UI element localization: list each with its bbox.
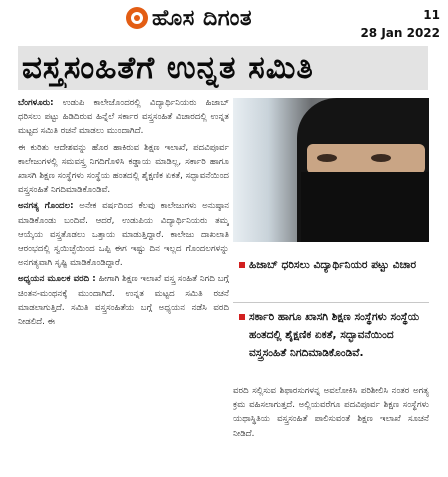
paragraph-3-text: ಅನೇಕ ವರ್ಷದಿಂದ ಕೆಲವು ಕಾಲೇಜುಗಳು ಅನುಷ್ಠಾನ ಮಾಡಿಕೊಂಡು ಬಂದಿವೆ. ಆದರೆ, ಉಡುಪಿಯ ವಿದ್ಯಾರ್ಥಿನಿಯರು ತಮ್ಮ ಆಯ್ಕೆಯ ವಸ್ತ್ರತೊಡಲು ಒತ್ತಾಯ ಮಾಡುತ್ತಿದ್ದಾರೆ. ಕಾಲೇಜು ದಾಖಲಾತಿ ಆರಂಭದಲ್ಲಿ ಸ್ವಯಿಚ್ಛೆಯಿಂದ ಒಪ್ಪಿ ಈಗ ಇಷ್ಟು ದಿನ ಇಲ್ಲದ ಗೊಂದಲಗಳನ್ನು ಅನಗತ್ಯವಾಗಿ ಸೃಷ್ಟಿ ಮಾಡಿಕೊಂಡಿದ್ದಾರೆ.	[18, 201, 229, 269]
issue-date: 28 Jan 2022	[360, 26, 440, 40]
paragraph-1-text: ಉಡುಪಿ ಕಾಲೇಜೊಂದರಲ್ಲಿ ವಿದ್ಯಾರ್ಥಿನಿಯರು ಹಿಜಾಬ್ ಧರಿಸಲು ಪಟ್ಟು ಹಿಡಿದಿರುವ ಹಿನ್ನೆಲೆ ಸರ್ಕಾರ ವಸ್ತ್ರಸಂಹಿತೆ ವಿಚಾರದಲ್ಲಿ ಉನ್ನತ ಮಟ್ಟದ ಸಮಿತಿ ರಚನೆ ಮಾಡಲು ಮುಂದಾಗಿದೆ.	[18, 98, 229, 137]
callout-text: ಹಿಜಾಬ್ ಧರಿಸಲು ವಿದ್ಯಾರ್ಥಿನಿಯರ ಪಟ್ಟು ವಿಚಾರ	[249, 259, 417, 271]
subhead-2: ಅಧ್ಯಯನ ಮೂಲಕ ವರದಿ :	[18, 274, 96, 285]
page-number: 11	[423, 8, 440, 22]
paragraph-4	[18, 272, 229, 329]
hijab-photo	[233, 98, 429, 242]
headline: ವಸ್ತ್ರಸಂಹಿತೆಗೆ ಉನ್ನತ ಸಮಿತಿ	[22, 50, 314, 86]
article-body	[18, 96, 229, 474]
dateline: ಬೆಂಗಳೂರು:	[18, 98, 54, 108]
paragraph-1	[18, 96, 229, 139]
sun-logo-icon	[126, 7, 148, 29]
article-continuation: ವರದಿ ಸಲ್ಲಿಸುವ ಶಿಫಾರಸುಗಳನ್ನ ಅವಲೋಕಿಸಿ ಪರಿಶೀಲಿಸಿ ನಂತರ ಅಗತ್ಯ ಕ್ರಮ ವಹಿಸಲಾಗುತ್ತದೆ. ಅಲ್ಲಿಯವರೆಗೂ ಪದವಿಪೂರ್ವ ಶಿಕ್ಷಣ ಸಂಸ್ಥೆಗಳು ಯಥಾಸ್ಥಿತಿಯ ವಸ್ತ್ರಸಂಹಿತೆ ಪಾಲಿಸುವಂತೆ ಶಿಕ್ಷಣ ಇಲಾಖೆ ಸೂಚನೆ ನೀಡಿದೆ.	[233, 386, 429, 439]
bullet-icon	[239, 262, 245, 268]
callout-box	[233, 246, 429, 384]
subhead-1: ಅನಗತ್ಯ ಗೊಂದಲ:	[18, 201, 74, 212]
masthead	[0, 0, 448, 38]
callout-text: ಸರ್ಕಾರಿ ಹಾಗೂ ಖಾಸಗಿ ಶಿಕ್ಷಣ ಸಂಸ್ಥೆಗಳು ಸಂಸ್ಥೆಯ ಹಂತದಲ್ಲಿ ಶೈಕ್ಷಣಿಕ ಏಕತೆ, ಸದ್ಭಾವನೆಯಿಂದ ವಸ್ತ್ರಸಂಹಿತೆ ನಿಗದಿಮಾಡಿಕೊಂಡಿವೆ.	[249, 311, 420, 359]
paragraph-4-text: ಹೀಗಾಗಿ ಶಿಕ್ಷಣ ಇಲಾಖೆ ವಸ್ತ್ರ ಸಂಹಿತೆ ನಿಗದಿ ಬಗ್ಗೆ ಚಿಂತನ-ಮಂಥನಕ್ಕೆ ಮುಂದಾಗಿದೆ. ಉನ್ನತ ಮಟ್ಟದ ಸಮಿತಿ ರಚನೆ ಮಾಡಲಾಗುತ್ತಿದೆ. ಸಮಿತಿ ವಸ್ತ್ರಸಂಹಿತೆಯ ಬಗ್ಗೆ ಅಧ್ಯಯನ ನಡೆಸಿ ವರದಿ ನೀಡಲಿದೆ. ಈ	[18, 274, 229, 328]
newspaper-logo	[126, 4, 252, 32]
paragraph-2-text: ಈ ಕುರಿತು ಆದೇಶವನ್ನು ಹೊರ ಹಾಕಿರುವ ಶಿಕ್ಷಣ ಇಲಾಖೆ, ಪದವಿಪೂರ್ವ ಕಾಲೇಜುಗಳಲ್ಲಿ ಸಮವಸ್ತ್ರ ನಿಗದಿಗೊಳಿಸಿ ಕಡ್ಡಾಯ ಮಾಡಿಲ್ಲ, ಸರ್ಕಾರಿ ಹಾಗೂ ಖಾಸಗಿ ಶಿಕ್ಷಣ ಸಂಸ್ಥೆಗಳು ಸಂಸ್ಥೆಯ ಹಂತದಲ್ಲಿ ಶೈಕ್ಷಣಿಕ ಏಕತೆ, ಸದ್ಭಾವನೆಯಿಂದ ವಸ್ತ್ರಸಂಹಿತೆ ನಿಗದಿಮಾಡಿಕೊಂಡಿವೆ.	[18, 142, 229, 196]
logo-text: ಹೊಸ ದಿಗಂತ	[152, 5, 253, 31]
bullet-icon	[239, 314, 245, 320]
paragraph-2	[18, 141, 229, 198]
paragraph-3	[18, 199, 229, 270]
divider	[233, 302, 429, 303]
